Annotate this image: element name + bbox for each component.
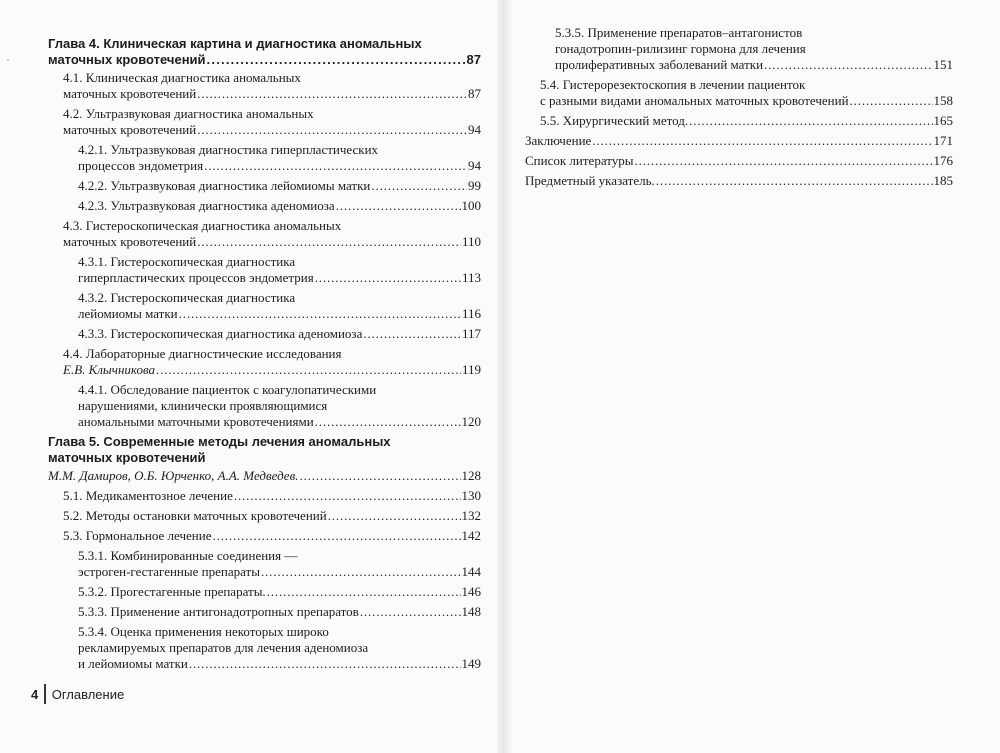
toc-entry-text: маточных кровотечений — [63, 234, 197, 249]
toc-entry — [48, 142, 481, 174]
toc-leader-dots — [207, 52, 466, 68]
toc-page-number: 165 — [933, 113, 953, 128]
toc-entry-last-line — [525, 153, 953, 169]
toc-entry-text: маточных кровотечений — [63, 86, 197, 101]
toc-entry-last-line — [525, 173, 953, 189]
toc-entry — [48, 508, 481, 524]
toc-leader-dots — [156, 362, 461, 378]
toc-entry-text: 4.4. Лабораторные диагностические исследования — [63, 346, 342, 361]
toc-entry-text: 4.3.3. Гистероскопическая диагностика аденомиоза — [78, 326, 363, 341]
toc-entry-text: Заключение — [525, 133, 592, 148]
toc-entry-text: 4.2.1. Ультразвуковая диагностика гиперпластических — [78, 142, 379, 157]
toc-leader-dots — [197, 234, 461, 250]
toc-leader-dots — [234, 488, 461, 504]
toc-entry-last-line — [48, 52, 481, 68]
toc-entry-last-line — [78, 584, 481, 600]
toc-right-column — [525, 25, 953, 193]
toc-page-number: 117 — [461, 326, 481, 341]
toc-chapter-entry — [48, 36, 481, 68]
toc-leader-dots — [336, 198, 461, 214]
toc-left-column — [48, 36, 481, 676]
toc-page-number: 113 — [461, 270, 481, 285]
toc-entry-text: 5.3.5. Применение препаратов–антагонистов — [555, 25, 803, 40]
page-footer — [31, 683, 124, 705]
toc-entry-last-line — [63, 362, 481, 378]
toc-entry-text: 5.3.2. Прогестагенные препараты. — [78, 584, 266, 599]
toc-page-number: 128 — [461, 468, 481, 483]
toc-page-number: 120 — [461, 414, 481, 429]
toc-entry-last-line — [63, 508, 481, 524]
toc-entry-text: Предметный указатель. — [525, 173, 655, 188]
toc-leader-dots — [328, 508, 461, 524]
toc-leader-dots — [261, 564, 461, 580]
toc-entry-text: 5.3.1. Комбинированные соединения — — [78, 548, 298, 563]
toc-leader-dots — [363, 326, 461, 342]
toc-entry-text: 4.1. Клиническая диагностика аномальных — [63, 70, 301, 85]
toc-entry — [48, 218, 481, 250]
toc-entry-text: гонадотропин-рилизинг гормона для лечения — [555, 41, 806, 56]
toc-entry-text: процессов эндометрия — [78, 158, 204, 173]
toc-leader-dots — [204, 158, 467, 174]
toc-entry-last-line — [48, 450, 481, 466]
toc-entry-text: 4.4.1. Обследование пациенток с коагулопатическими — [78, 382, 377, 397]
toc-entry-last-line — [78, 270, 481, 286]
toc-entry — [48, 584, 481, 600]
toc-page-number: 146 — [461, 584, 481, 599]
toc-entry-text: маточных кровотечений — [48, 52, 206, 67]
toc-leader-dots — [189, 656, 461, 672]
toc-entry — [48, 198, 481, 214]
toc-leader-dots — [656, 173, 933, 189]
toc-entry-last-line — [63, 86, 481, 102]
toc-page-number: 94 — [468, 158, 481, 173]
toc-entry-last-line — [555, 57, 953, 73]
toc-entry-text: 5.3. Гормональное лечение — [63, 528, 212, 543]
toc-leader-dots — [764, 57, 932, 73]
toc-page-number: 151 — [933, 57, 953, 72]
toc-entry — [48, 624, 481, 672]
toc-entry-text: пролиферативных заболеваний матки — [555, 57, 764, 72]
toc-chapter-entry — [48, 434, 481, 466]
toc-entry-authors: Е.В. Клычникова — [63, 362, 156, 377]
toc-page-number: 176 — [933, 153, 953, 168]
toc-entry-last-line — [78, 564, 481, 580]
toc-entry-text: с разными видами аномальных маточных кровотечений — [540, 93, 849, 108]
toc-entry-last-line — [525, 133, 953, 149]
toc-leader-dots — [299, 468, 460, 484]
toc-leader-dots — [592, 133, 932, 149]
toc-entry-text: Глава 4. Клиническая картина и диагностика аномальных — [48, 36, 422, 51]
toc-entry — [525, 153, 953, 169]
toc-entry-text: 4.3.2. Гистероскопическая диагностика — [78, 290, 296, 305]
toc-leader-dots — [315, 414, 461, 430]
toc-entry-last-line — [540, 113, 953, 129]
toc-entry — [48, 70, 481, 102]
toc-page-number: 119 — [461, 362, 481, 377]
toc-entry-text: Список литературы — [525, 153, 634, 168]
toc-entry — [48, 604, 481, 620]
toc-entry-text: 5.2. Методы остановки маточных кровотечений — [63, 508, 327, 523]
toc-entry — [48, 178, 481, 194]
toc-entry — [48, 290, 481, 322]
toc-entry-text: 4.2.2. Ультразвуковая диагностика лейомиомы матки — [78, 178, 371, 193]
toc-page-number: 185 — [933, 173, 953, 188]
toc-entry-text: гиперпластических процессов эндометрия — [78, 270, 314, 285]
toc-entry-text: нарушениями, клинически проявляющимися — [78, 398, 328, 413]
toc-entry-text: эстроген-гестагенные препараты — [78, 564, 260, 579]
toc-entry-text: 4.2.3. Ультразвуковая диагностика аденомиоза — [78, 198, 335, 213]
toc-entry-authors: М.М. Дамиров, О.Б. Юрченко, А.А. Медведев. — [48, 468, 299, 483]
toc-page-number: 110 — [461, 234, 481, 249]
toc-entry-text: маточных кровотечений — [63, 122, 197, 137]
toc-page-number: 94 — [468, 122, 481, 137]
toc-entry — [525, 77, 953, 109]
toc-entry-text: 4.2. Ультразвуковая диагностика аномальных — [63, 106, 314, 121]
toc-leader-dots — [689, 113, 932, 129]
toc-leader-dots — [315, 270, 461, 286]
toc-entry-text: 5.3.4. Оценка применения некоторых широко — [78, 624, 329, 639]
toc-entry — [525, 113, 953, 129]
toc-entry — [48, 468, 481, 484]
book-gutter — [497, 0, 511, 753]
toc-entry — [525, 173, 953, 189]
footer-section-title: Оглавление — [51, 686, 125, 702]
toc-entry-last-line — [63, 234, 481, 250]
footer-divider — [44, 684, 46, 704]
toc-leader-dots — [267, 584, 461, 600]
toc-entry — [525, 25, 953, 73]
toc-page-number: 87 — [468, 86, 481, 101]
toc-leader-dots — [179, 306, 461, 322]
toc-entry-text: лейомиомы матки — [78, 306, 178, 321]
toc-entry-last-line — [78, 414, 481, 430]
toc-entry — [48, 106, 481, 138]
footer-page-number: 4 — [31, 686, 39, 702]
toc-entry-last-line — [63, 488, 481, 504]
toc-entry-last-line — [48, 468, 481, 484]
toc-entry-last-line — [63, 122, 481, 138]
toc-entry-text: аномальными маточными кровотечениями — [78, 414, 314, 429]
toc-page-number: 149 — [461, 656, 481, 671]
toc-entry — [48, 382, 481, 430]
toc-page-number: 144 — [461, 564, 481, 579]
toc-entry-text: 5.1. Медикаментозное лечение — [63, 488, 233, 503]
toc-leader-dots — [850, 93, 933, 109]
toc-entry — [525, 133, 953, 149]
toc-entry-last-line — [63, 528, 481, 544]
toc-entry-last-line — [78, 306, 481, 322]
toc-entry-text: 4.3. Гистероскопическая диагностика аномальных — [63, 218, 342, 233]
toc-leader-dots — [212, 528, 460, 544]
toc-leader-dots — [635, 153, 933, 169]
toc-leader-dots — [360, 604, 461, 620]
toc-entry-last-line — [78, 326, 481, 342]
toc-entry-text: маточных кровотечений — [48, 450, 206, 465]
toc-entry — [48, 548, 481, 580]
toc-entry-text: рекламируемых препаратов для лечения аденомиоза — [78, 640, 369, 655]
toc-entry — [48, 346, 481, 378]
toc-entry — [48, 528, 481, 544]
toc-entry-last-line — [78, 178, 481, 194]
toc-entry-last-line — [78, 604, 481, 620]
toc-entry-text: и лейомиомы матки — [78, 656, 188, 671]
toc-entry-text: 5.3.3. Применение антигонадотропных препаратов — [78, 604, 359, 619]
toc-entry — [48, 326, 481, 342]
toc-page-number: 132 — [461, 508, 481, 523]
toc-page-number: 148 — [461, 604, 481, 619]
toc-entry-text: 5.5. Хирургический метод. — [540, 113, 689, 128]
toc-page-number: 171 — [933, 133, 953, 148]
toc-entry-last-line — [540, 93, 953, 109]
toc-entry-last-line — [78, 158, 481, 174]
toc-entry-last-line — [78, 656, 481, 672]
toc-page-number: 142 — [461, 528, 481, 543]
toc-entry-text: 5.4. Гистерорезектоскопия в лечении пациенток — [540, 77, 806, 92]
page-speck — [7, 59, 9, 61]
toc-entry — [48, 488, 481, 504]
toc-entry-text: 4.3.1. Гистероскопическая диагностика — [78, 254, 296, 269]
toc-page-number: 158 — [933, 93, 953, 108]
toc-leader-dots — [197, 86, 467, 102]
toc-entry-last-line — [78, 198, 481, 214]
toc-page-number: 116 — [461, 306, 481, 321]
toc-page-number: 100 — [461, 198, 481, 213]
toc-page-number: 87 — [466, 52, 481, 67]
toc-entry — [48, 254, 481, 286]
toc-page-number: 99 — [468, 178, 481, 193]
toc-leader-dots — [371, 178, 467, 194]
toc-entry-text: Глава 5. Современные методы лечения аномальных — [48, 434, 391, 449]
toc-leader-dots — [197, 122, 467, 138]
toc-page-number: 130 — [461, 488, 481, 503]
